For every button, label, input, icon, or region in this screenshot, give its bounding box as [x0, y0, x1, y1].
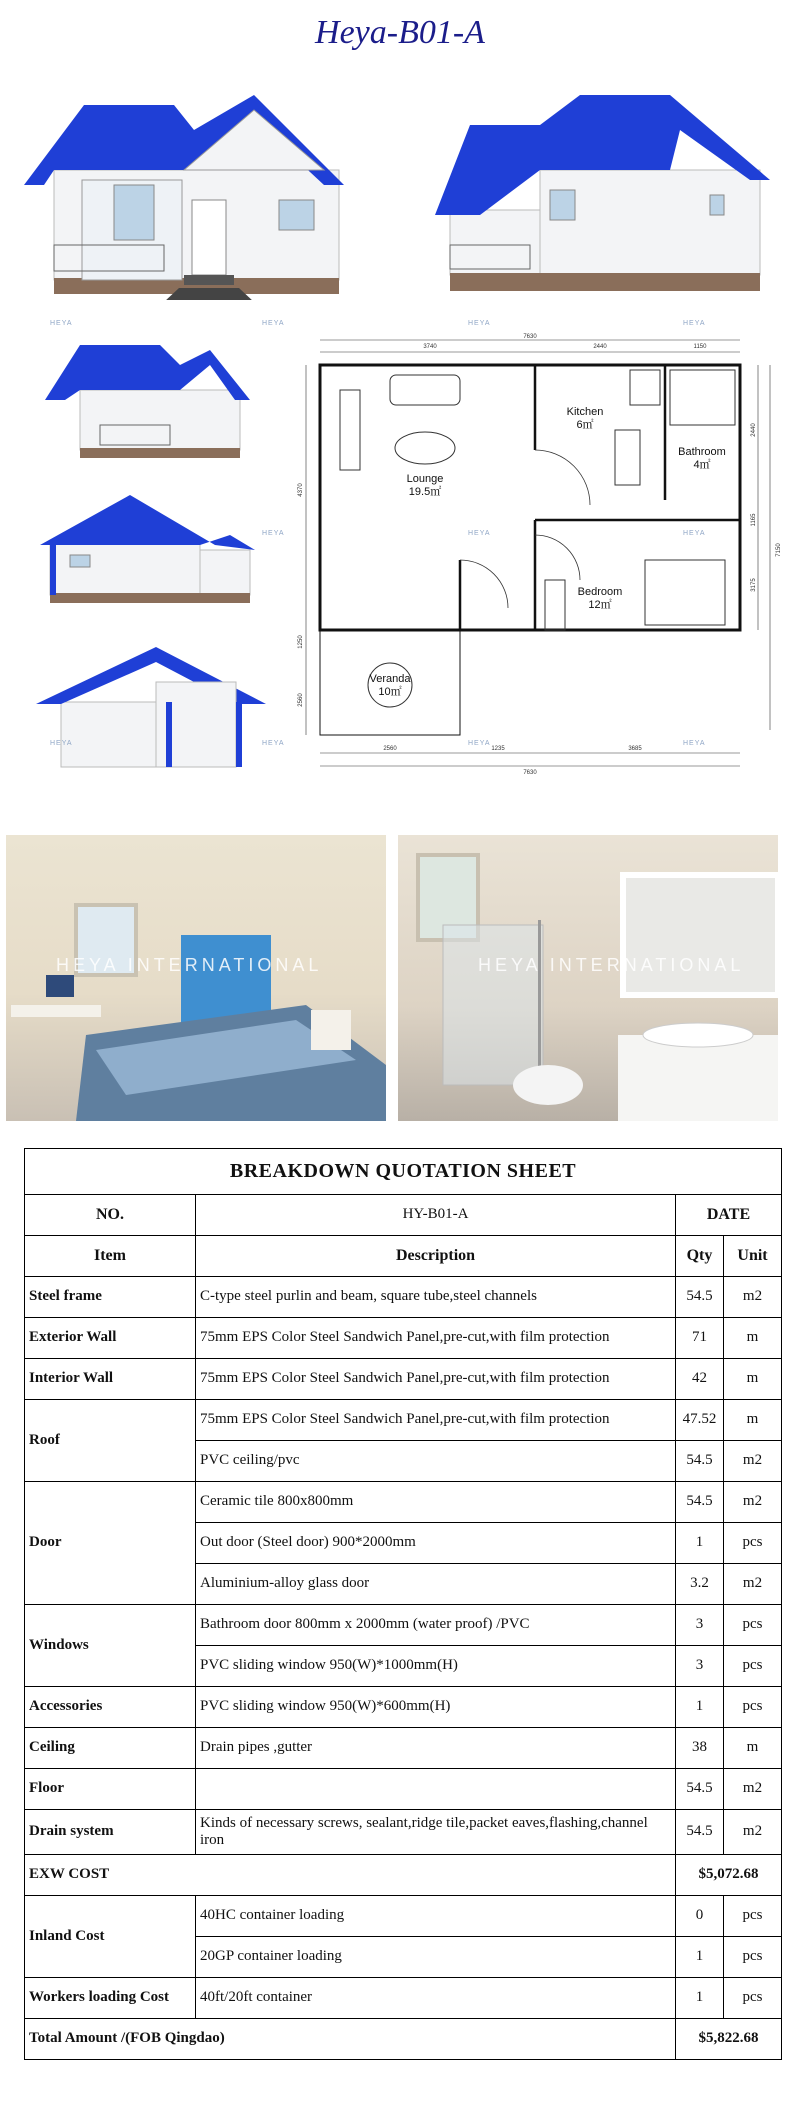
unit-cell: m [724, 1318, 782, 1359]
qty-cell: 3 [676, 1605, 724, 1646]
exw-cost-value: $5,072.68 [676, 1855, 782, 1896]
desc-cell: Out door (Steel door) 900*2000mm [196, 1523, 676, 1564]
qty-cell: 54.5 [676, 1769, 724, 1810]
watermark: HEYA [262, 320, 285, 327]
dim-right-a: 2440 [751, 423, 757, 437]
desc-cell: 40HC container loading [196, 1896, 676, 1937]
table-row [25, 1855, 782, 1896]
qty-cell: 3 [676, 1646, 724, 1687]
qty-cell: 1 [676, 1687, 724, 1728]
table-row [25, 1896, 782, 1937]
watermark: HEYA [683, 740, 706, 747]
house-side-render-3 [36, 642, 266, 777]
col-qty-header: Qty [676, 1236, 724, 1277]
watermark: HEYA [468, 740, 491, 747]
unit-cell: pcs [724, 1605, 782, 1646]
quotation-table [24, 1148, 782, 2060]
desc-cell: Kinds of necessary screws, sealant,ridge tile,packet eaves,flashing,channel iron [196, 1810, 676, 1855]
room-kitchen-name: Kitchen [566, 406, 604, 418]
desc-cell: Aluminium-alloy glass door [196, 1564, 676, 1605]
exw-cost-label: EXW COST [25, 1855, 676, 1896]
bathroom-photo [398, 835, 778, 1121]
table-row [25, 2019, 782, 2060]
dim-right-b: 1165 [751, 513, 757, 527]
table-row [25, 1769, 782, 1810]
dim-left-c: 2560 [298, 693, 304, 707]
col-desc-header: Description [196, 1236, 676, 1277]
desc-cell: PVC sliding window 950(W)*1000mm(H) [196, 1646, 676, 1687]
item-cell: Ceiling [25, 1728, 196, 1769]
item-cell: Drain system [25, 1810, 196, 1855]
floor-plan [290, 330, 790, 780]
table-row [25, 1728, 782, 1769]
no-value: HY-B01-A [196, 1195, 676, 1236]
watermark: HEYA [683, 530, 706, 537]
col-unit-header: Unit [724, 1236, 782, 1277]
watermark: HEYA [683, 320, 706, 327]
bedroom-photo [6, 835, 386, 1121]
col-item-header: Item [25, 1236, 196, 1277]
unit-cell: m2 [724, 1769, 782, 1810]
desc-cell: PVC ceiling/pvc [196, 1441, 676, 1482]
house-angle-render [430, 90, 780, 300]
date-label: DATE [676, 1195, 782, 1236]
unit-cell: m2 [724, 1810, 782, 1855]
desc-cell: Ceramic tile 800x800mm [196, 1482, 676, 1523]
unit-cell: m2 [724, 1277, 782, 1318]
no-label: NO. [25, 1195, 196, 1236]
watermark: HEYA [262, 530, 285, 537]
dim-top-total: 7630 [523, 334, 537, 340]
unit-cell: pcs [724, 1937, 782, 1978]
house-side-render-1 [40, 340, 250, 465]
item-cell: Accessories [25, 1687, 196, 1728]
qty-cell: 0 [676, 1896, 724, 1937]
qty-cell: 54.5 [676, 1810, 724, 1855]
room-veranda-name: Veranda [369, 673, 411, 685]
room-bedroom-area: 12㎡ [588, 599, 612, 611]
table-row [25, 1277, 782, 1318]
room-kitchen-area: 6㎡ [576, 419, 594, 431]
watermark: HEYA [50, 740, 73, 747]
sheet-heading: BREAKDOWN QUOTATION SHEET [25, 1149, 782, 1195]
total-amount-value: $5,822.68 [676, 2019, 782, 2060]
total-amount-label: Total Amount /(FOB Qingdao) [25, 2019, 676, 2060]
qty-cell: 38 [676, 1728, 724, 1769]
unit-cell: pcs [724, 1687, 782, 1728]
qty-cell: 54.5 [676, 1482, 724, 1523]
table-row [25, 1810, 782, 1855]
item-cell: Floor [25, 1769, 196, 1810]
dim-right-c: 3175 [751, 578, 757, 592]
qty-cell: 1 [676, 1937, 724, 1978]
qty-cell: 42 [676, 1359, 724, 1400]
desc-cell [196, 1769, 676, 1810]
unit-cell: pcs [724, 1896, 782, 1937]
unit-cell: m2 [724, 1564, 782, 1605]
table-row [25, 1318, 782, 1359]
unit-cell: pcs [724, 1523, 782, 1564]
table-row [25, 1359, 782, 1400]
dim-top-c: 1150 [693, 344, 707, 350]
room-lounge-area: 19.5㎡ [408, 486, 442, 498]
room-bathroom-name: Bathroom [678, 446, 726, 458]
room-bathroom-area: 4㎡ [693, 459, 711, 471]
desc-cell: 75mm EPS Color Steel Sandwich Panel,pre-cut,with film protection [196, 1400, 676, 1441]
qty-cell: 71 [676, 1318, 724, 1359]
qty-cell: 54.5 [676, 1277, 724, 1318]
dim-bottom-c: 3685 [628, 746, 642, 752]
table-row [25, 1482, 782, 1523]
unit-cell: m2 [724, 1482, 782, 1523]
table-row [25, 1605, 782, 1646]
unit-cell: m [724, 1728, 782, 1769]
desc-cell: Drain pipes ,gutter [196, 1728, 676, 1769]
dim-left-a: 4370 [298, 483, 304, 497]
watermark: HEYA [468, 530, 491, 537]
dim-top-a: 3740 [423, 344, 437, 350]
room-bedroom-name: Bedroom [577, 586, 623, 598]
photo-watermark: HEYA INTERNATIONAL [478, 955, 745, 975]
house-front-render [24, 90, 364, 300]
watermark: HEYA [262, 740, 285, 747]
desc-cell: 20GP container loading [196, 1937, 676, 1978]
dim-right-total: 7150 [776, 543, 782, 557]
dim-bottom-total: 7630 [523, 770, 537, 776]
item-cell: Steel frame [25, 1277, 196, 1318]
table-row [25, 1978, 782, 2019]
item-cell: Roof [25, 1400, 196, 1482]
table-row [25, 1400, 782, 1441]
page-title: Heya-B01-A [315, 14, 485, 51]
desc-cell: C-type steel purlin and beam, square tube,steel channels [196, 1277, 676, 1318]
unit-cell: m2 [724, 1441, 782, 1482]
unit-cell: m [724, 1359, 782, 1400]
qty-cell: 47.52 [676, 1400, 724, 1441]
item-cell: Interior Wall [25, 1359, 196, 1400]
item-cell: Door [25, 1482, 196, 1605]
desc-cell: 40ft/20ft container [196, 1978, 676, 2019]
desc-cell: Bathroom door 800mm x 2000mm (water proof) /PVC [196, 1605, 676, 1646]
item-cell: Windows [25, 1605, 196, 1687]
item-cell: Inland Cost [25, 1896, 196, 1978]
dim-top-b: 2440 [593, 344, 607, 350]
item-cell: Workers loading Cost [25, 1978, 196, 2019]
qty-cell: 1 [676, 1978, 724, 2019]
dim-bottom-b: 1235 [491, 746, 505, 752]
qty-cell: 3.2 [676, 1564, 724, 1605]
dim-left-b: 1250 [298, 635, 304, 649]
desc-cell: PVC sliding window 950(W)*600mm(H) [196, 1687, 676, 1728]
table-row [25, 1687, 782, 1728]
watermark: HEYA [50, 320, 73, 327]
room-veranda-area: 10㎡ [378, 686, 402, 698]
dim-bottom-a: 2560 [383, 746, 397, 752]
qty-cell: 54.5 [676, 1441, 724, 1482]
room-lounge-name: Lounge [406, 473, 444, 485]
unit-cell: pcs [724, 1646, 782, 1687]
house-side-render-2 [40, 490, 260, 605]
watermark: HEYA [468, 320, 491, 327]
unit-cell: pcs [724, 1978, 782, 2019]
photo-watermark: HEYA INTERNATIONAL [56, 955, 323, 975]
item-cell: Exterior Wall [25, 1318, 196, 1359]
qty-cell: 1 [676, 1523, 724, 1564]
desc-cell: 75mm EPS Color Steel Sandwich Panel,pre-cut,with film protection [196, 1318, 676, 1359]
desc-cell: 75mm EPS Color Steel Sandwich Panel,pre-cut,with film protection [196, 1359, 676, 1400]
unit-cell: m [724, 1400, 782, 1441]
